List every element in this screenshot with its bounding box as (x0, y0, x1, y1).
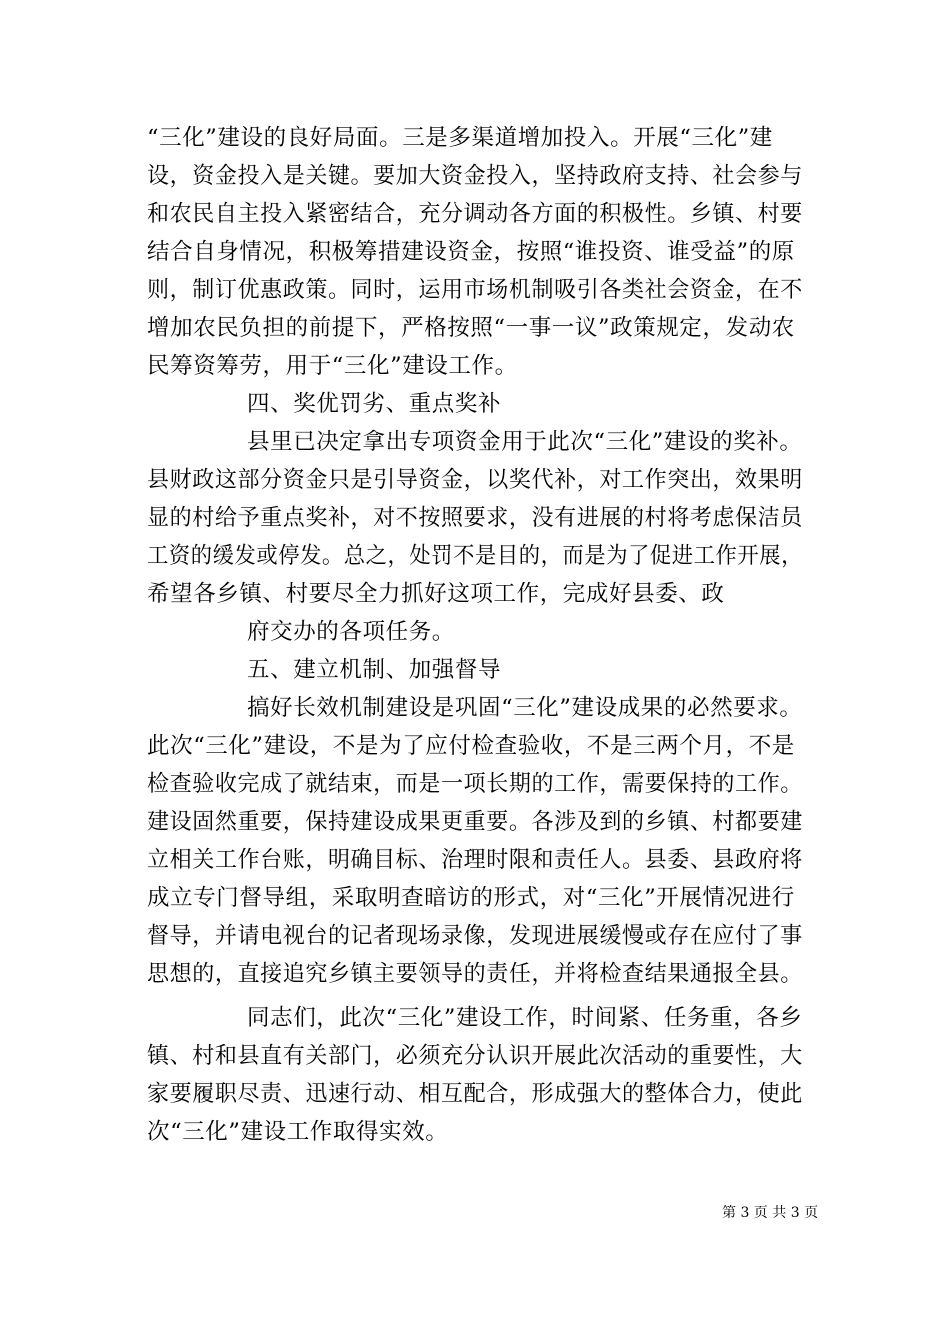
section-heading: 四、奖优罚劣、重点奖补 (247, 391, 502, 417)
page-number: 第 3 页 共 3 页 (722, 1205, 819, 1221)
text-line: 设，资金投入是关键。要加大资金投入，坚持政府支持、社会参与 (147, 163, 803, 189)
text-line: 立相关工作台账，明确目标、治理时限和责任人。县委、县政府将 (147, 847, 803, 873)
text-line: 民筹资筹劳，用于“三化”建设工作。 (147, 353, 518, 379)
text-line: 工资的缓发或停发。总之，处罚不是目的，而是为了促进工作开展， (147, 543, 804, 569)
text-line: 此次“三化”建设，不是为了应付检查验收，不是三两个月，不是 (147, 733, 795, 759)
text-line: 家要履职尽责、迅速行动、相互配合，形成强大的整体合力，使此 (147, 1081, 803, 1107)
text-line: 思想的，直接追究乡镇主要领导的责任，并将检查结果通报全县。 (147, 961, 803, 987)
text-line: 府交办的各项任务。 (247, 619, 455, 645)
text-line: 增加农民负担的前提下，严格按照“一事一议”政策规定，发动农 (147, 315, 795, 341)
text-line: 督导，并请电视台的记者现场录像，发现进展缓慢或存在应付了事 (147, 923, 803, 949)
text-line: 搞好长效机制建设是巩固“三化”建设成果的必然要求。 (247, 695, 803, 721)
text-line: 和农民自主投入紧密结合，充分调动各方面的积极性。乡镇、村要 (147, 201, 803, 227)
text-line: 县里已决定拿出专项资金用于此次“三化”建设的奖补。 (247, 429, 803, 455)
text-line: 成立专门督导组，采取明查暗访的形式，对“三化”开展情况进行 (147, 885, 795, 911)
section-heading: 五、建立机制、加强督导 (247, 657, 502, 683)
text-line: 次“三化”建设工作取得实效。 (147, 1119, 449, 1145)
text-line: 希望各乡镇、村要尽全力抓好这项工作，完成好县委、政 (147, 581, 725, 607)
text-line: 显的村给予重点奖补，对不按照要求，没有进展的村将考虑保洁员 (147, 505, 803, 531)
text-line: 则，制订优惠政策。同时，运用市场机制吸引各类社会资金，在不 (147, 277, 803, 303)
text-line: 镇、村和县直有关部门，必须充分认识开展此次活动的重要性，大 (147, 1043, 803, 1069)
text-line: 检查验收完成了就结束，而是一项长期的工作，需要保持的工作。 (147, 771, 803, 797)
text-line: “三化”建设的良好局面。三是多渠道增加投入。开展“三化”建 (147, 125, 773, 151)
text-line: 同志们，此次“三化”建设工作，时间紧、任务重，各乡 (247, 1005, 803, 1031)
text-line: 建设固然重要，保持建设成果更重要。各涉及到的乡镇、村都要建 (147, 809, 803, 835)
text-line: 县财政这部分资金只是引导资金，以奖代补，对工作突出，效果明 (147, 467, 803, 493)
text-line: 结合自身情况，积极筹措建设资金，按照“谁投资、谁受益”的原 (147, 239, 795, 265)
